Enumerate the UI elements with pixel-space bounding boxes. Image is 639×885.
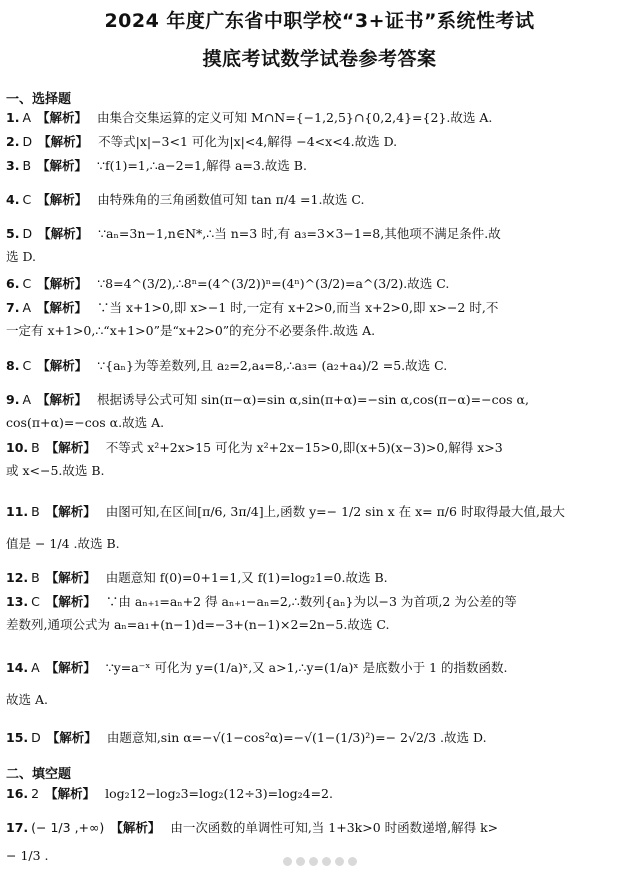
section-heading-fill: 二、填空题 (6, 767, 72, 782)
answer-item-16: 16. 2 【解析】 log₂12−log₂3=log₂(12÷3)=log₂4=2. (6, 786, 333, 801)
answer-item-2: 2. D 【解析】 不等式|x|−3<1 可化为|x|<4,解得 −4<x<4.故选 D. (6, 134, 398, 149)
answer-item-17: 17. (− 1/3 ,+∞) 【解析】 由一次函数的单调性可知,当 1+3k>0 时函数递增,解得 k> − 1/3 . (6, 820, 499, 863)
dot-icon (283, 857, 292, 866)
dot-icon (348, 857, 357, 866)
answer-item-11: 11. B 【解析】 由图可知,在区间[π/6, 3π/4]上,函数 y=− 1/2 sin x 在 x= π/6 时取得最大值,最大 值是 − 1/4 .故选 B. (6, 504, 565, 551)
section-heading-choice: 一、选择题 (6, 92, 72, 107)
answer-item-12: 12. B 【解析】 由题意知 f(0)=0+1=1,又 f(1)=log₂1=0.故选 B. (6, 570, 388, 585)
dot-icon (309, 857, 318, 866)
answer-item-1: 1. A 【解析】 由集合交集运算的定义可知 M∩N={−1,2,5}∩{0,2,4}={2}.故选 A. (6, 110, 493, 125)
answer-item-6: 6. C 【解析】 ∵8=4^(3/2),∴8ⁿ=(4^(3/2))ⁿ=(4ⁿ)^(3/2)=a^(3/2).故选 C. (6, 276, 450, 291)
answer-item-7: 7. A 【解析】 ∵当 x+1>0,即 x>−1 时,一定有 x+2>0,而当 x+2>0,即 x>−2 时,不 一定有 x+1>0,∴“x+1>0”是“x+2>0”的充分不必要条件.故选 A. (6, 300, 499, 338)
answer-item-5: 5. D 【解析】 ∵aₙ=3n−1,n∈N*,∴当 n=3 时,有 a₃=3×3−1=8,其他项不满足条件.故 选 D. (6, 226, 501, 264)
answer-item-3: 3. B 【解析】 ∵f(1)=1,∴a−2=1,解得 a=3.故选 B. (6, 158, 307, 173)
answer-item-14: 14. A 【解析】 ∵y=a⁻ˣ 可化为 y=(1/a)ˣ,又 a>1,∴y=(1/a)ˣ 是底数小于 1 的指数函数. 故选 A. (6, 660, 508, 707)
answer-item-4: 4. C 【解析】 由特殊角的三角函数值可知 tan π/4 =1.故选 C. (6, 192, 365, 207)
dot-icon (296, 857, 305, 866)
answer-item-8: 8. C 【解析】 ∵{aₙ}为等差数列,且 a₂=2,a₄=8,∴a₃= (a₂+a₄)/2 =5.故选 C. (6, 358, 448, 373)
dot-icon (335, 857, 344, 866)
answer-item-10: 10. B 【解析】 不等式 x²+2x>15 可化为 x²+2x−15>0,即(x+5)(x−3)>0,解得 x>3 或 x<−5.故选 B. (6, 440, 503, 478)
dot-icon (322, 857, 331, 866)
answer-item-13: 13. C 【解析】 ∵由 aₙ₊₁=aₙ+2 得 aₙ₊₁−aₙ=2,∴数列{aₙ}为以−3 为首项,2 为公差的等 差数列,通项公式为 aₙ=a₁+(n−1)d=−3+(n−1)×2=2n−5.故选 C. (6, 594, 517, 632)
answer-item-9: 9. A 【解析】 根据诱导公式可知 sin(π−α)=sin α,sin(π+α)=−sin α,cos(π−α)=−cos α, cos(π+α)=−cos α.故选 A. (6, 392, 529, 430)
answer-item-15: 15. D 【解析】 由题意知,sin α=−√(1−cos²α)=−√(1−(1/3)²)=− 2√2/3 .故选 D. (6, 730, 487, 745)
page-title-line2: 摸底考试数学试卷参考答案 (202, 48, 437, 70)
page-title-line1: 2024 年度广东省中职学校“3+证书”系统性考试 (104, 10, 535, 32)
page-indicator-dots (270, 857, 370, 867)
